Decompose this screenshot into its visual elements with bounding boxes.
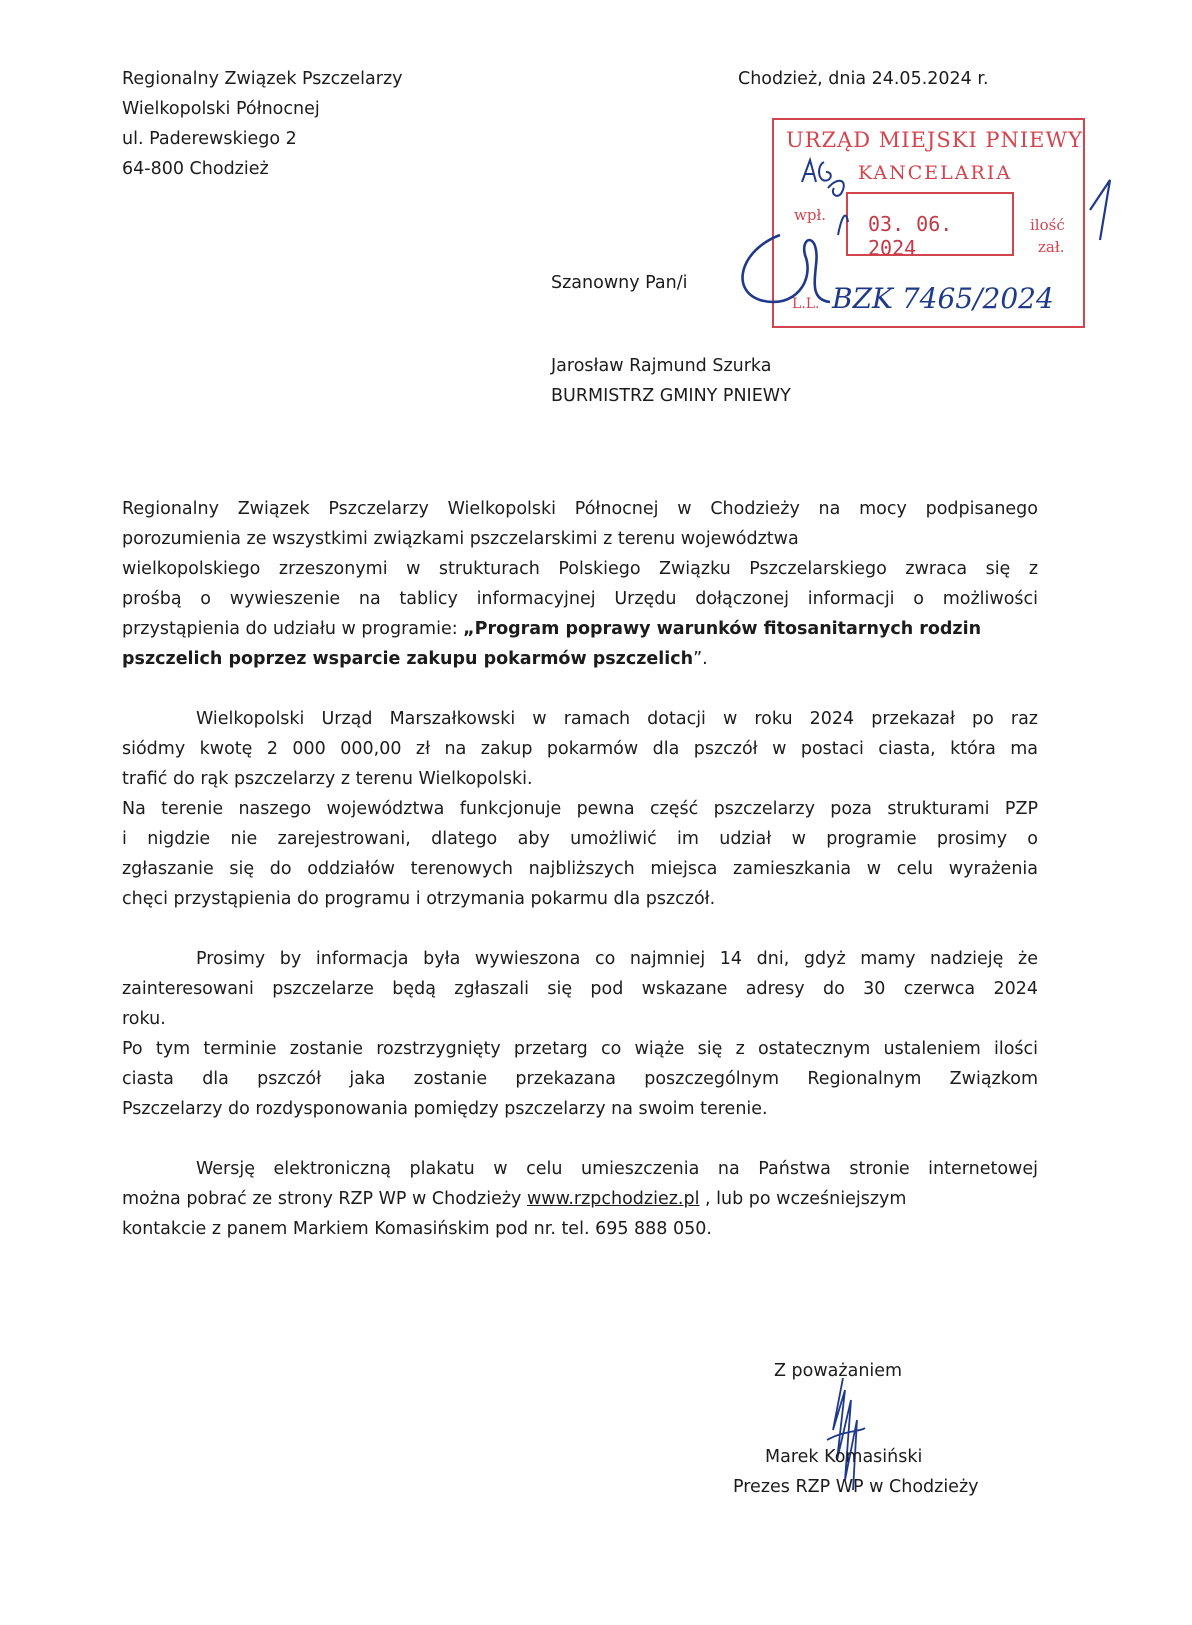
sender-line: ul. Paderewskiego 2 bbox=[122, 129, 297, 149]
paragraph-deadline bbox=[122, 944, 1038, 1124]
body-line: porozumienia ze wszystkimi związkami pszczelarskimi z terenu województwa bbox=[122, 529, 799, 549]
signatory-title-text: Prezes RZP WP w Chodzieży bbox=[733, 1477, 979, 1497]
handwritten-count bbox=[1090, 180, 1110, 240]
program-name: pszczelich poprzez wsparcie zakupu pokarmów pszczelich bbox=[122, 649, 694, 669]
body-line: Po tym terminie zostanie rozstrzygnięty przetarg co wiąże się z ostatecznym ustaleniem ilości bbox=[122, 1039, 1038, 1059]
stamp-received-label: wpł. bbox=[794, 206, 827, 224]
handwritten-initials bbox=[802, 160, 844, 196]
closing-text: Z poważaniem bbox=[774, 1361, 903, 1381]
body-line: roku. bbox=[122, 1009, 166, 1029]
sender-address bbox=[122, 64, 403, 184]
body-text: ”. bbox=[693, 649, 708, 669]
body-line bbox=[122, 1184, 1038, 1214]
website-link[interactable]: www.rzpchodziez.pl bbox=[526, 1189, 700, 1209]
body-line: Na terenie naszego województwa funkcjonuje pewna część pszczelarzy poza strukturami PZP bbox=[122, 799, 1038, 819]
stamp-ll-label: L.L. bbox=[792, 296, 820, 312]
body-text: można pobrać ze strony RZP WP w Chodzieży bbox=[122, 1189, 527, 1209]
salutation-text: Szanowny Pan/i bbox=[551, 273, 688, 293]
body-line bbox=[122, 644, 1038, 674]
body-line bbox=[122, 614, 1038, 644]
body-line: siódmy kwotę 2 000 000,00 zł na zakup pokarmów dla pszczół w postaci ciasta, która ma bbox=[122, 739, 1038, 759]
body-text: , lub po wcześniejszym bbox=[699, 1189, 907, 1209]
body-line: Wersję elektroniczną plakatu w celu umieszczenia na Państwa stronie internetowej bbox=[196, 1159, 1038, 1179]
paragraph-contact bbox=[122, 1154, 1038, 1244]
body-line: Pszczelarzy do rozdysponowania pomiędzy pszczelarzy na swoim terenie. bbox=[122, 1099, 768, 1119]
sender-line: 64-800 Chodzież bbox=[122, 159, 269, 179]
paragraph-request bbox=[122, 494, 1038, 674]
recipient bbox=[551, 351, 791, 411]
letter-body bbox=[122, 494, 1038, 1244]
body-line: Prosimy by informacja była wywieszona co najmniej 14 dni, gdyż mamy nadzieję że bbox=[196, 949, 1038, 969]
stamp-date: 03. 06. 2024 bbox=[868, 212, 953, 260]
body-line: Regionalny Związek Pszczelarzy Wielkopolski Północnej w Chodzieży na mocy podpisanego bbox=[122, 499, 1038, 519]
handwritten-annotations bbox=[720, 140, 1130, 340]
place-date bbox=[738, 64, 989, 94]
stamp-office-name: URZĄD MIEJSKI PNIEWY bbox=[786, 128, 1083, 152]
stamp-count-label-1: ilość bbox=[1030, 216, 1065, 234]
body-line: prośbą o wywieszenie na tablicy informacyjnej Urzędu dołączonej informacji o możliwości bbox=[122, 589, 1038, 609]
body-line: wielkopolskiego zrzeszonymi w strukturach Polskiego Związku Pszczelarskiego zwraca się z bbox=[122, 559, 1038, 579]
handwritten-paraph bbox=[743, 235, 830, 302]
body-line: chęci przystąpienia do programu i otrzymania pokarmu dla pszczół. bbox=[122, 889, 716, 909]
body-line: ciasta dla pszczół jaka zostanie przekazana poszczególnym Regionalnym Związkom bbox=[122, 1069, 1038, 1089]
stamp-count-label-2: zał. bbox=[1038, 238, 1065, 256]
body-line: zgłaszanie się do oddziałów terenowych najbliższych miejsca zamieszkania w celu wyrażenia bbox=[122, 859, 1038, 879]
signatory-name bbox=[765, 1442, 922, 1472]
program-name: „Program poprawy warunków fitosanitarnych rodzin bbox=[463, 619, 982, 639]
sender-line: Regionalny Związek Pszczelarzy bbox=[122, 69, 403, 89]
stamp-department: KANCELARIA bbox=[858, 162, 1013, 184]
recipient-title: BURMISTRZ GMINY PNIEWY bbox=[551, 386, 791, 406]
recipient-name: Jarosław Rajmund Szurka bbox=[551, 356, 772, 376]
salutation bbox=[551, 268, 687, 298]
body-line: i nigdzie nie zarejestrowani, dlatego aby umożliwić im udział w programie prosimy o bbox=[122, 829, 1038, 849]
signatory-title bbox=[733, 1472, 979, 1502]
body-line: Wielkopolski Urząd Marszałkowski w ramach dotacji w roku 2024 przekazał po raz bbox=[196, 709, 1038, 729]
paragraph-funding bbox=[122, 704, 1038, 914]
body-line: zainteresowani pszczelarze będą zgłaszali się pod wskazane adresy do 30 czerwca 2024 bbox=[122, 979, 1038, 999]
body-text: przystąpienia do udziału w programie: bbox=[122, 619, 464, 639]
place-date-text: Chodzież, dnia 24.05.2024 r. bbox=[738, 69, 989, 89]
handwritten-stroke bbox=[838, 216, 848, 235]
body-line: kontakcie z panem Markiem Komasińskim pod nr. tel. 695 888 050. bbox=[122, 1219, 712, 1239]
sender-line: Wielkopolski Północnej bbox=[122, 99, 320, 119]
body-line: trafić do rąk pszczelarzy z terenu Wielkopolski. bbox=[122, 769, 533, 789]
signatory-name-text: Marek Komasiński bbox=[765, 1447, 923, 1467]
handwritten-reference: BZK 7465/2024 bbox=[832, 282, 1054, 315]
